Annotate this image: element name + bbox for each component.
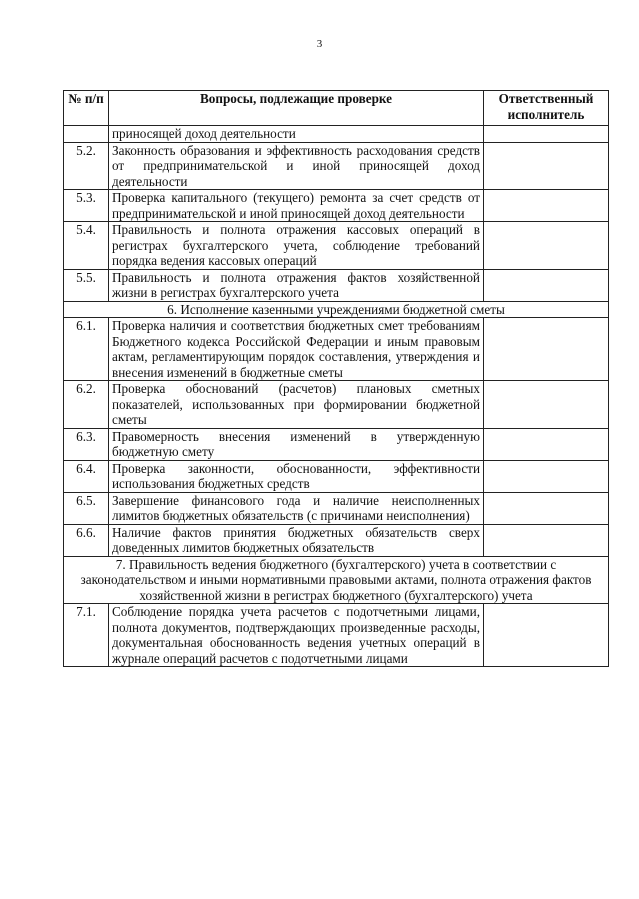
table-row — [64, 142, 609, 190]
row-responsible — [484, 269, 609, 301]
row-number: 6.1. — [64, 318, 109, 381]
row-responsible — [484, 190, 609, 222]
section-row — [64, 556, 609, 604]
row-number: 5.5. — [64, 269, 109, 301]
row-number: 6.4. — [64, 460, 109, 492]
inspection-checklist-table — [63, 90, 609, 667]
row-question: Правильность и полнота отражения кассовых операций в регистрах бухгалтерского учета, соблюдение требований порядка ведения кассовых операций — [109, 222, 484, 270]
row-responsible — [484, 381, 609, 429]
row-responsible — [484, 222, 609, 270]
table-row — [64, 428, 609, 460]
row-responsible — [484, 142, 609, 190]
row-responsible — [484, 524, 609, 556]
table-row — [64, 126, 609, 143]
row-number: 5.3. — [64, 190, 109, 222]
header-number: № п/п — [64, 91, 109, 126]
section-heading-6: 6. Исполнение казенными учреждениями бюджетной сметы — [64, 301, 609, 318]
row-responsible — [484, 126, 609, 143]
table-row — [64, 269, 609, 301]
row-responsible — [484, 460, 609, 492]
row-question: Проверка обоснований (расчетов) плановых сметных показателей, использованных при формировании бюджетной сметы — [109, 381, 484, 429]
row-question: приносящей доход деятельности — [109, 126, 484, 143]
table-header-row — [64, 91, 609, 126]
row-number: 6.6. — [64, 524, 109, 556]
section-heading-7: 7. Правильность ведения бюджетного (бухгалтерского) учета в соответствии с законодательством и иными нормативными правовыми актами, полнота отражения фактов хозяйственной жизни в регистрах бюджетного (бухгалтерского) учета — [64, 556, 609, 604]
row-question: Проверка законности, обоснованности, эффективности использования бюджетных средств — [109, 460, 484, 492]
row-question: Завершение финансового года и наличие неисполненных лимитов бюджетных обязательств (с причинами неисполнения) — [109, 492, 484, 524]
table-row — [64, 492, 609, 524]
row-question: Наличие фактов принятия бюджетных обязательств сверх доведенных лимитов бюджетных обязательств — [109, 524, 484, 556]
row-question: Правомерность внесения изменений в утвержденную бюджетную смету — [109, 428, 484, 460]
table-row — [64, 460, 609, 492]
row-responsible — [484, 604, 609, 667]
section-row — [64, 301, 609, 318]
row-number: 5.2. — [64, 142, 109, 190]
row-number: 6.3. — [64, 428, 109, 460]
row-responsible — [484, 428, 609, 460]
row-question: Проверка наличия и соответствия бюджетных смет требованиям Бюджетного кодекса Российской Федерации и иным правовым актам, регламентирующим порядок составления, утверждения и внесения изменений в бюджетные сметы — [109, 318, 484, 381]
header-responsible: Ответственный исполнитель — [484, 91, 609, 126]
row-question: Соблюдение порядка учета расчетов с подотчетными лицами, полнота документов, подтверждающих произведенные расходы, документальная обоснованность ведения учетных операций в журнале операций расчетов с подотчетными лицами — [109, 604, 484, 667]
row-number — [64, 126, 109, 143]
table-row — [64, 318, 609, 381]
table-row — [64, 524, 609, 556]
table-row — [64, 381, 609, 429]
row-question: Правильность и полнота отражения фактов хозяйственной жизни в регистрах бухгалтерского учета — [109, 269, 484, 301]
row-number: 6.2. — [64, 381, 109, 429]
table-row — [64, 222, 609, 270]
row-number: 7.1. — [64, 604, 109, 667]
row-number: 5.4. — [64, 222, 109, 270]
header-questions: Вопросы, подлежащие проверке — [109, 91, 484, 126]
row-question: Проверка капитального (текущего) ремонта за счет средств от предпринимательской и иной приносящей доход деятельности — [109, 190, 484, 222]
row-question: Законность образования и эффективность расходования средств от предпринимательской и иной приносящей доход деятельности — [109, 142, 484, 190]
row-responsible — [484, 318, 609, 381]
page-number: 3 — [316, 38, 323, 50]
table-row — [64, 190, 609, 222]
table-row — [64, 604, 609, 667]
row-responsible — [484, 492, 609, 524]
row-number: 6.5. — [64, 492, 109, 524]
